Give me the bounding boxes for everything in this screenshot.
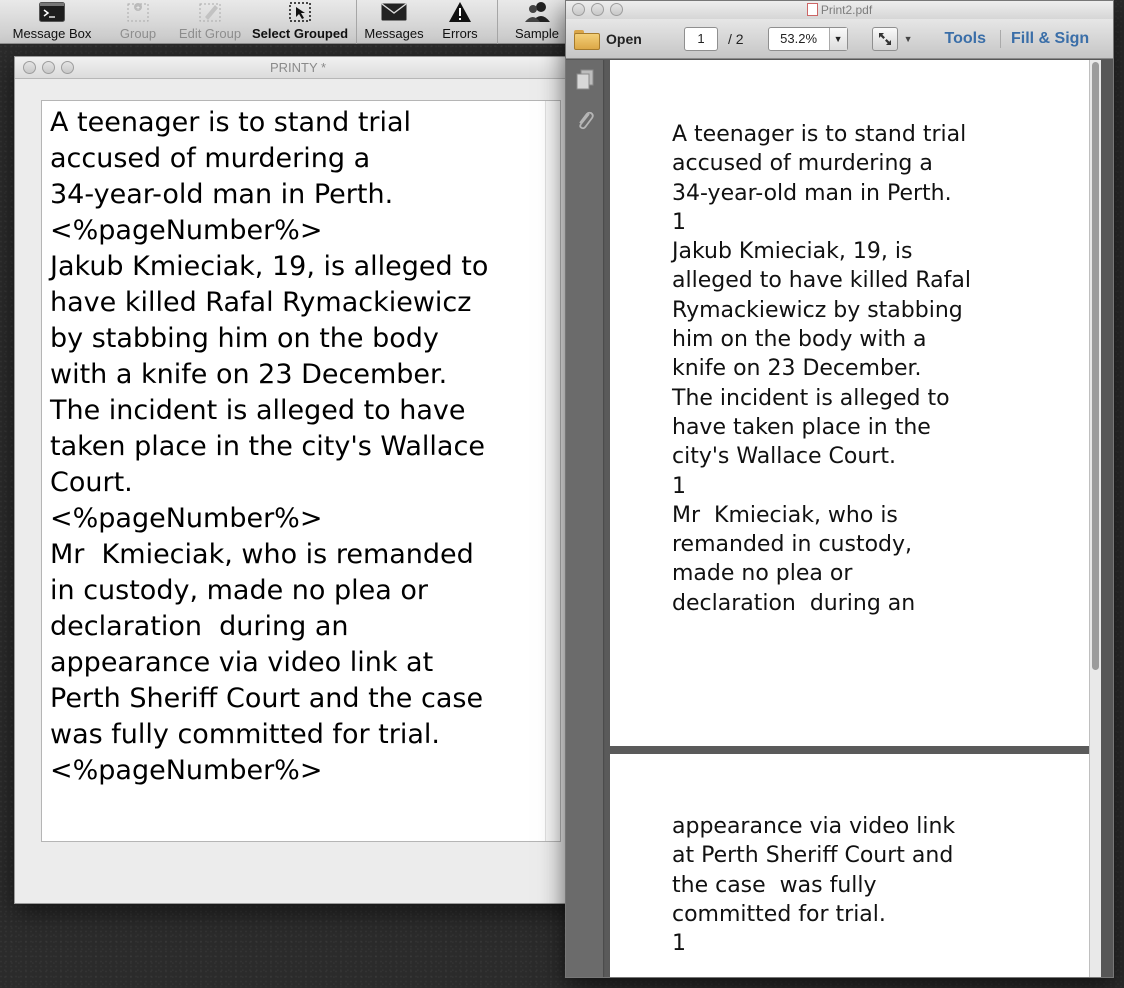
- edit-group-label: Edit Group: [178, 26, 242, 41]
- sample-button[interactable]: [502, 0, 572, 44]
- sample-label: Sample: [514, 26, 560, 41]
- svg-text:+: +: [136, 5, 141, 12]
- window-controls: [572, 3, 623, 16]
- app-toolbar: [0, 0, 580, 44]
- zoom-value[interactable]: 53.2%: [780, 30, 818, 46]
- close-button[interactable]: [23, 61, 36, 74]
- minimize-button[interactable]: [42, 61, 55, 74]
- printy-editor[interactable]: [41, 100, 561, 842]
- expand-icon: [877, 31, 893, 47]
- pdf-page-2-text: appearance via video link at Perth Sheriff Court and the case was fully committed for trial. 1: [672, 814, 956, 957]
- terminal-icon: [38, 0, 66, 24]
- pdf-page-1-text: A teenager is to stand trial accused of murdering a 34-year-old man in Perth. 1 Jakub Kmieciak, 19, is alleged to have killed Rafal Rymackiewicz by stabbing him on the body with a knife on 23 December. The incident is alleged to have taken place in the city's Wallace Court. 1 Mr Kmieciak, who is remanded in custody, made no plea or declaration during an: [672, 122, 971, 616]
- pdf-file-icon: [807, 3, 818, 16]
- page-thumbnails-icon[interactable]: [566, 60, 604, 100]
- window-controls: [23, 61, 74, 74]
- zoom-button[interactable]: [61, 61, 74, 74]
- attachments-icon[interactable]: [566, 100, 604, 140]
- pdf-titlebar[interactable]: [566, 1, 1113, 19]
- messages-label: Messages: [364, 26, 424, 41]
- navigation-pane: [566, 60, 604, 977]
- fill-sign-link[interactable]: Fill & Sign: [1000, 30, 1089, 48]
- page-number-input[interactable]: 1: [684, 27, 718, 51]
- document-viewer[interactable]: [605, 60, 1101, 977]
- messages-button[interactable]: [361, 0, 427, 44]
- pdf-viewer-window: [565, 0, 1114, 978]
- users-icon: [523, 0, 551, 24]
- tools-link[interactable]: Tools: [944, 29, 986, 47]
- page-total: / 2: [728, 30, 744, 47]
- viewer-scrollbar[interactable]: [1089, 60, 1101, 977]
- group-icon: [124, 0, 152, 24]
- printy-titlebar[interactable]: [15, 57, 581, 79]
- zoom-select[interactable]: [768, 27, 848, 51]
- viewer-scroll-thumb[interactable]: [1092, 62, 1099, 670]
- open-label: Open: [606, 30, 642, 47]
- printy-window: [14, 56, 582, 904]
- group-button[interactable]: [104, 0, 172, 44]
- select-grouped-label: Select Grouped: [251, 26, 349, 41]
- select-grouped-button[interactable]: [248, 0, 352, 44]
- folder-icon: [574, 30, 598, 48]
- zoom-button[interactable]: [610, 3, 623, 16]
- printy-text-content[interactable]: A teenager is to stand trial accused of murdering a 34-year-old man in Perth. <%pageNumber%> Jakub Kmieciak, 19, is alleged to have killed Rafal Rymackiewicz by stabbing him on the body with a knife on 23 December. The incident is alleged to have taken place in the city's Wallace Court. <%pageNumber%> Mr Kmieciak, who is remanded in custody, made no plea or declaration during an appearance via video link at Perth Sheriff Court and the case was fully committed for trial. <%pageNumber%>: [50, 107, 489, 786]
- fit-page-button[interactable]: [872, 27, 898, 51]
- minimize-button[interactable]: [591, 3, 604, 16]
- chevron-down-icon[interactable]: ▼: [829, 28, 847, 50]
- message-box-button[interactable]: [0, 0, 104, 44]
- envelope-icon: [380, 0, 408, 24]
- pdf-title: Print2.pdf: [820, 3, 873, 17]
- open-button[interactable]: [574, 30, 674, 48]
- toolbar-divider: [356, 0, 357, 44]
- select-grouped-icon: [286, 0, 314, 24]
- pdf-body: [566, 60, 1113, 977]
- message-box-label: Message Box: [12, 26, 92, 41]
- pdf-page-1: [610, 60, 1096, 746]
- pdf-toolbar: [566, 19, 1113, 59]
- printy-scrollbar[interactable]: [545, 101, 560, 841]
- close-button[interactable]: [572, 3, 585, 16]
- errors-button[interactable]: [427, 0, 493, 44]
- errors-label: Errors: [442, 26, 478, 41]
- group-label: Group: [119, 26, 157, 41]
- warning-icon: [446, 0, 474, 24]
- edit-group-button[interactable]: [172, 0, 248, 44]
- pdf-page-2: [610, 754, 1096, 977]
- edit-group-icon: [196, 0, 224, 24]
- toolbar-divider: [497, 0, 498, 44]
- fit-menu-chevron-icon[interactable]: ▼: [903, 33, 913, 44]
- printy-title: PRINTY *: [269, 60, 327, 75]
